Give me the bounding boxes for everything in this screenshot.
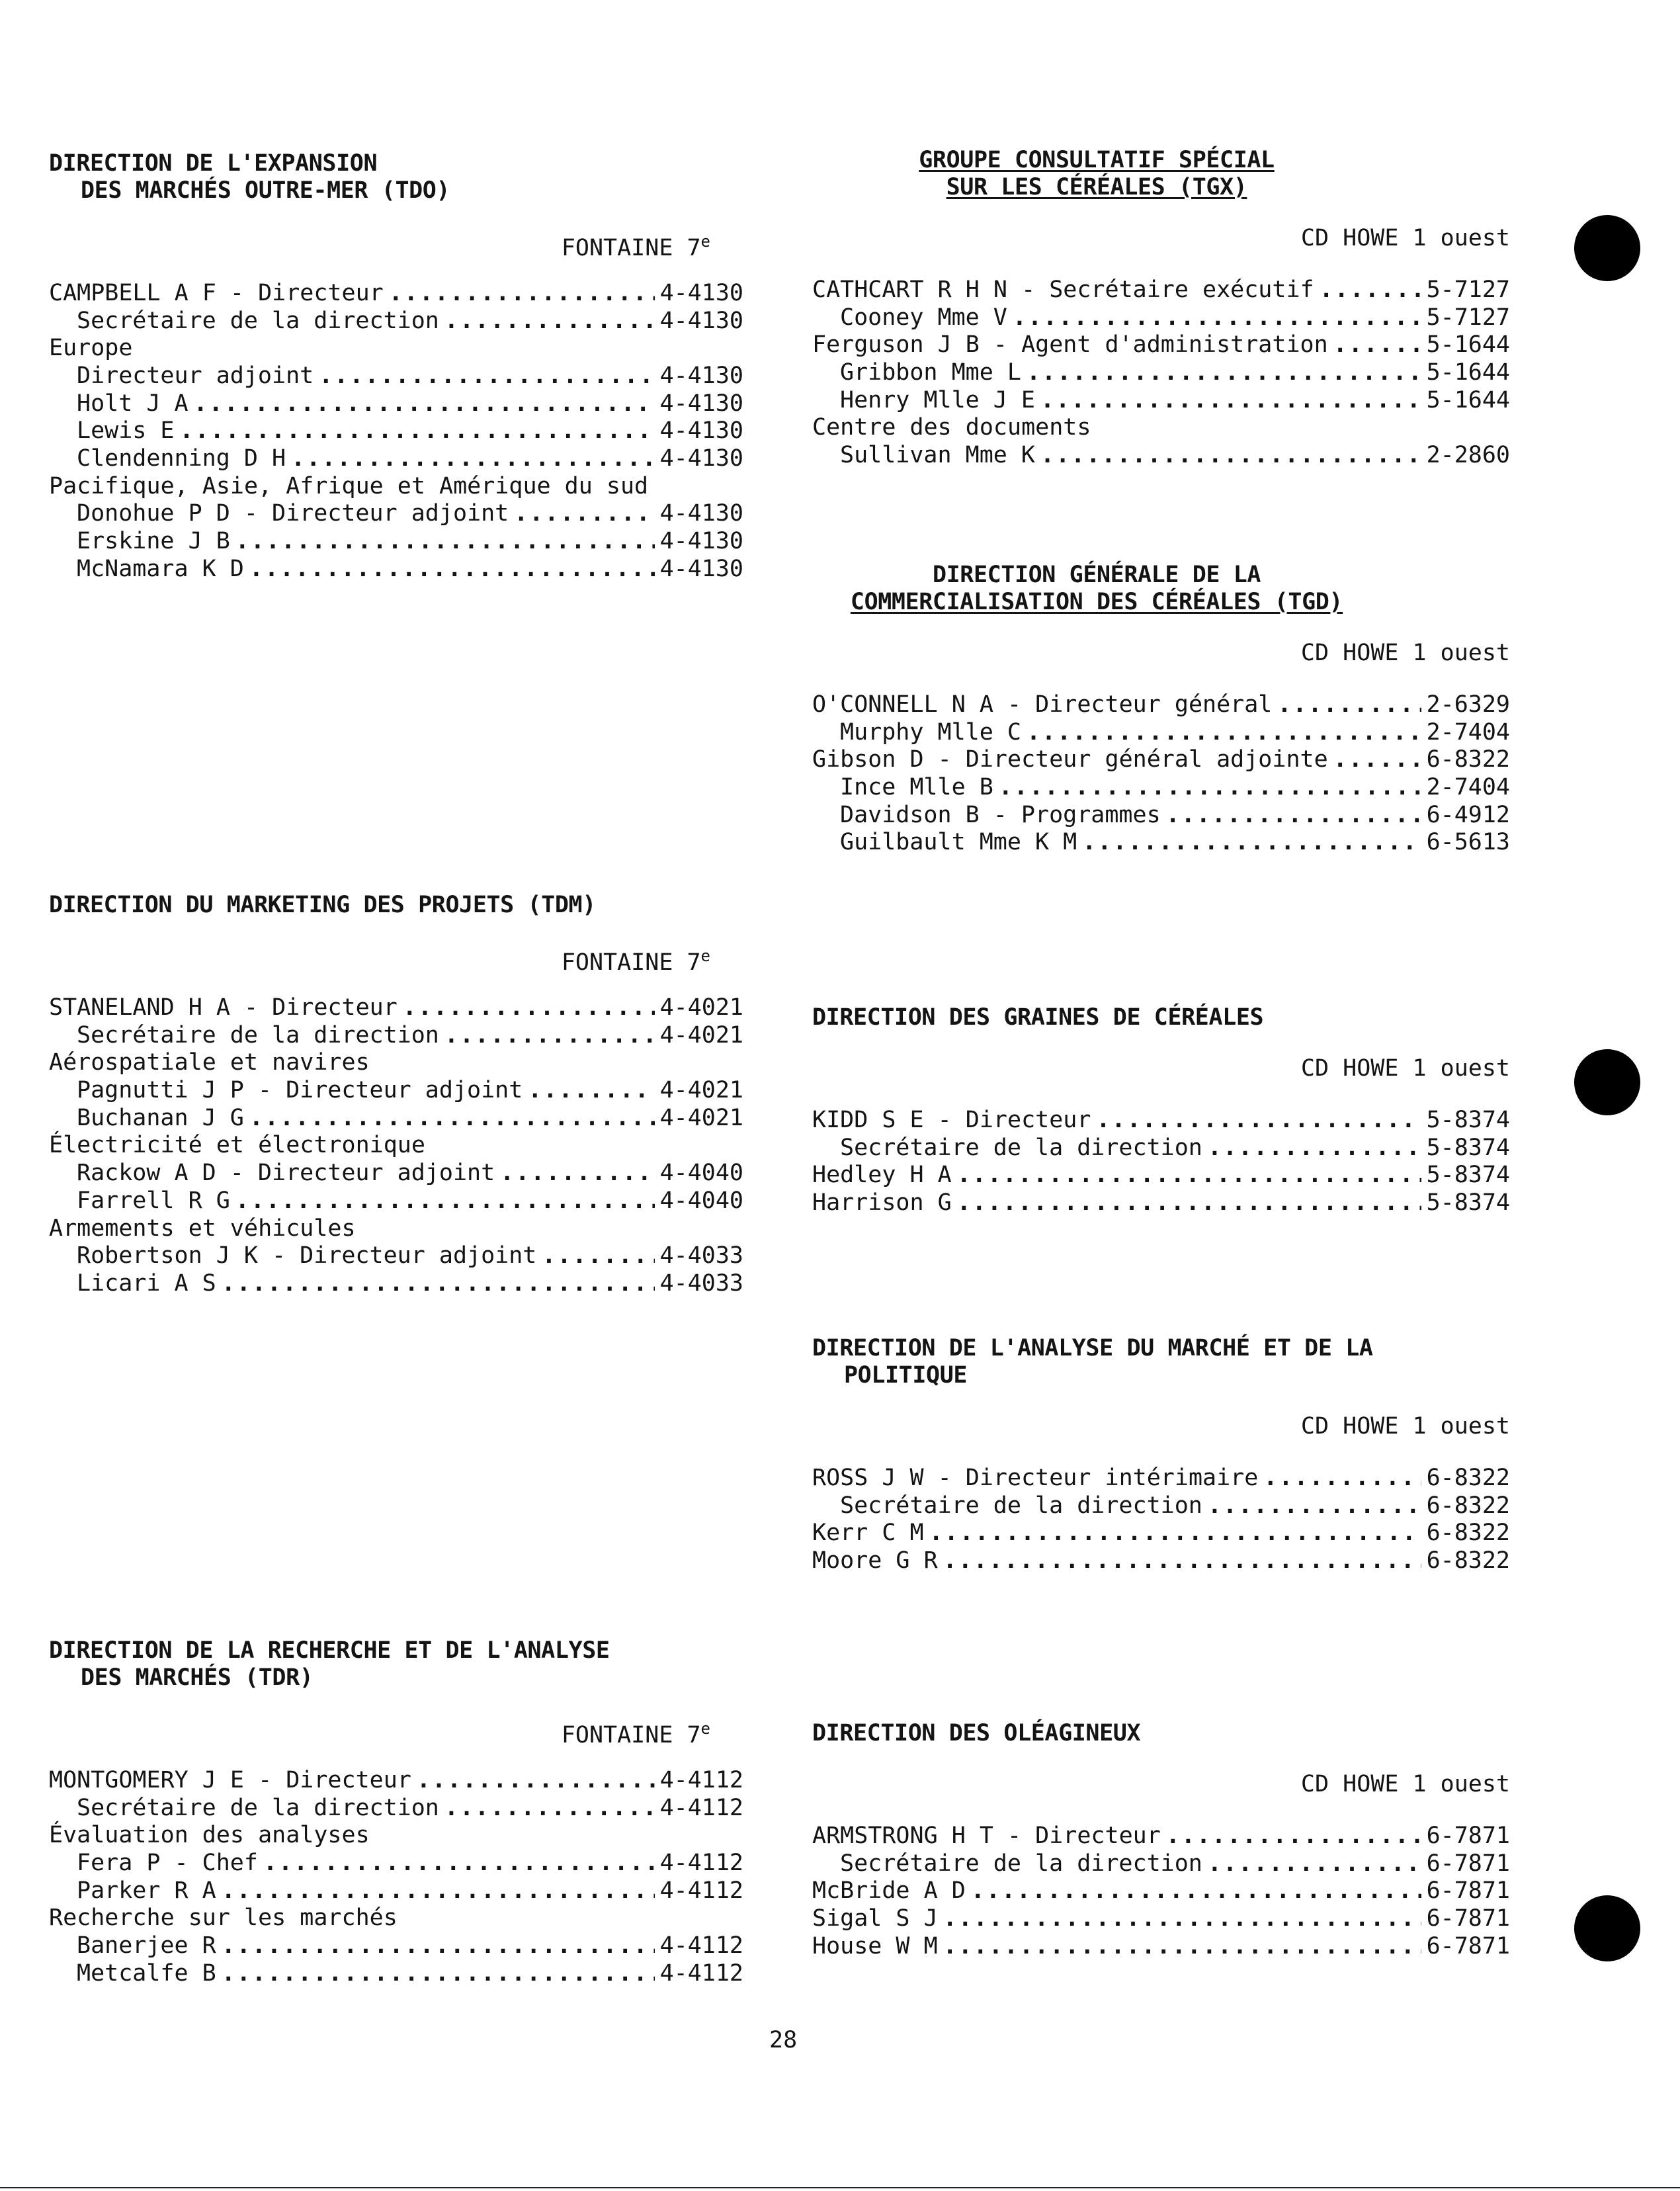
directory-entry (812, 1933, 1510, 1961)
entry-name: Guilbault Mme K M (840, 829, 1077, 856)
entry-extension: 4-4130 (659, 417, 743, 445)
directory-entry (49, 994, 743, 1022)
section-title: DIRECTION DU MARKETING DES PROJETS (TDM) (49, 892, 596, 918)
section-location: CD HOWE 1 ouest (1300, 225, 1510, 251)
section-tdo (49, 150, 743, 583)
entry-name: McNamara K D (77, 555, 244, 582)
entry-extension: 4-4040 (659, 1160, 743, 1187)
entry-extension: 4-4130 (659, 390, 743, 417)
entry-list (49, 994, 743, 1298)
entry-name: Metcalfe B (77, 1959, 216, 1987)
entry-extension: 2-2860 (1426, 442, 1510, 469)
dot-leader (1208, 1492, 1421, 1520)
entry-extension: 4-4112 (659, 1932, 743, 1959)
entry-extension: 2-7404 (1426, 774, 1510, 801)
dot-leader (943, 1933, 1421, 1961)
dot-leader (194, 390, 655, 418)
directory-entry (812, 1107, 1510, 1135)
entry-name: ARMSTRONG H T - Directeur (812, 1822, 1161, 1849)
entry-list (812, 1465, 1510, 1575)
subgroup-label: Armements et véhicules (49, 1215, 356, 1242)
section-title-continued: COMMERCIALISATION DES CÉRÉALES (TGD) (850, 589, 1343, 615)
dot-leader (222, 1877, 655, 1905)
dot-leader (1040, 442, 1421, 470)
entry-extension: 6-7871 (1426, 1850, 1510, 1877)
dot-leader (929, 1520, 1421, 1547)
directory-entry (812, 1520, 1510, 1547)
directory-entry (49, 390, 743, 418)
entry-list (812, 277, 1510, 470)
dot-leader (1208, 1135, 1421, 1162)
entry-name: Harrison G (812, 1189, 952, 1217)
entry-extension: 5-8374 (1426, 1162, 1510, 1189)
entry-extension: 6-8322 (1426, 746, 1510, 773)
dot-leader (249, 556, 655, 583)
entry-extension: 4-4130 (659, 555, 743, 582)
directory-entry (49, 1850, 743, 1877)
dot-leader (444, 308, 655, 335)
entry-name: Directeur adjoint (77, 363, 314, 390)
dot-leader (957, 1189, 1421, 1217)
dot-leader (1263, 1465, 1421, 1492)
directory-entry (812, 1905, 1510, 1933)
binder-hole-middle (1574, 1049, 1640, 1115)
dot-leader (1333, 746, 1421, 774)
directory-entry (812, 746, 1510, 774)
directory-entry (49, 1270, 743, 1298)
entry-name: Farrell R G (77, 1187, 230, 1214)
entry-extension: 4-4130 (659, 363, 743, 390)
entry-list (49, 1767, 743, 1988)
entry-name: Pagnutti J P - Directeur adjoint (77, 1077, 523, 1104)
entry-extension: 2-6329 (1426, 691, 1510, 718)
entry-extension: 4-4112 (659, 1877, 743, 1904)
entry-name: Ince Mlle B (840, 774, 993, 801)
entry-extension: 5-8374 (1426, 1189, 1510, 1217)
dot-leader (971, 1877, 1421, 1905)
subgroup-label: Pacifique, Asie, Afrique et Amérique du sud (49, 472, 649, 499)
dot-leader (249, 1105, 655, 1133)
dot-leader (319, 363, 654, 390)
entry-name: KIDD S E - Directeur (812, 1106, 1091, 1133)
directory-entry (49, 1105, 743, 1133)
directory-entry (812, 829, 1510, 857)
entry-name: O'CONNELL N A - Directeur général (812, 691, 1273, 718)
dot-leader (389, 280, 655, 308)
dot-leader (417, 1767, 655, 1795)
entry-name: House W M (812, 1932, 938, 1959)
dot-leader (1166, 802, 1421, 830)
section-tgx (812, 147, 1510, 470)
subgroup-label: Électricité et électronique (49, 1132, 425, 1159)
directory-entry (812, 691, 1510, 719)
entry-name: Ferguson J B - Agent d'administration (812, 331, 1328, 359)
entry-name: Donohue P D - Directeur adjoint (77, 500, 509, 527)
dot-leader (403, 994, 655, 1022)
entry-extension: 5-1644 (1426, 359, 1510, 386)
dot-leader (1082, 829, 1421, 857)
entry-name: CAMPBELL A F - Directeur (49, 279, 384, 306)
directory-entry (812, 331, 1510, 359)
entry-extension: 6-8322 (1426, 1547, 1510, 1574)
dot-leader (999, 774, 1421, 802)
entry-extension: 4-4021 (659, 1104, 743, 1131)
dot-leader (1027, 359, 1421, 387)
directory-entry (49, 1187, 743, 1215)
entry-name: Secrétaire de la direction (77, 1794, 439, 1821)
directory-entry (49, 1077, 743, 1105)
entry-name: Murphy Mlle C (840, 718, 1021, 746)
entry-name: Gribbon Mme L (840, 359, 1021, 386)
directory-entry (812, 277, 1510, 304)
directory-entry (812, 304, 1510, 332)
entry-name: Cooney Mme V (840, 304, 1007, 331)
entry-name: Secrétaire de la direction (840, 1850, 1202, 1877)
page-number: 28 (769, 2027, 798, 2053)
directory-entry (812, 802, 1510, 830)
dot-leader (1040, 387, 1421, 415)
dot-leader (444, 1795, 655, 1823)
entry-extension: 4-4021 (659, 1021, 743, 1049)
dot-leader (1277, 691, 1421, 719)
entry-name: Secrétaire de la direction (77, 1021, 439, 1049)
section-title: DIRECTION DE LA RECHERCHE ET DE L'ANALYSE (49, 1637, 610, 1664)
section-location: FONTAINE 7e (561, 232, 710, 261)
entry-name: Sigal S J (812, 1905, 938, 1932)
binder-hole-top (1574, 215, 1640, 281)
dot-leader (291, 445, 654, 473)
directory-entry (49, 501, 743, 529)
entry-name: Kerr C M (812, 1520, 924, 1547)
entry-extension: 6-4912 (1426, 801, 1510, 828)
entry-name: Fera P - Chef (77, 1850, 258, 1877)
entry-name: Henry Mlle J E (840, 386, 1036, 413)
directory-entry (49, 1022, 743, 1050)
dot-leader (235, 528, 655, 556)
entry-name: Robertson J K - Directeur adjoint (77, 1242, 537, 1269)
entry-extension: 2-7404 (1426, 718, 1510, 746)
section-title: DIRECTION DES OLÉAGINEUX (812, 1720, 1141, 1746)
subgroup-label: Aérospatiale et navires (49, 1049, 370, 1076)
entry-name: Secrétaire de la direction (77, 307, 439, 334)
section-title: GROUPE CONSULTATIF SPÉCIAL (919, 147, 1275, 173)
directory-entry (49, 1960, 743, 1988)
section-tgd (812, 562, 1510, 857)
binder-hole-bottom (1574, 1895, 1640, 1961)
directory-entry (812, 1547, 1510, 1575)
entry-extension: 5-8374 (1426, 1106, 1510, 1133)
entry-extension: 4-4112 (659, 1850, 743, 1877)
entry-extension: 6-8322 (1426, 1492, 1510, 1519)
dot-leader (180, 417, 655, 445)
section-title: DIRECTION DE L'EXPANSION (49, 150, 378, 177)
directory-entry (812, 442, 1510, 470)
entry-name: CATHCART R H N - Secrétaire exécutif (812, 276, 1314, 303)
dot-leader (528, 1077, 654, 1105)
entry-name: Buchanan J G (77, 1104, 244, 1131)
section-location: FONTAINE 7e (561, 1719, 710, 1748)
directory-entry (812, 387, 1510, 415)
entry-extension: 4-4130 (659, 500, 743, 527)
directory-entry (49, 1795, 743, 1823)
dot-leader (1166, 1823, 1421, 1850)
dot-leader (542, 1242, 654, 1270)
entry-extension: 4-4130 (659, 528, 743, 555)
entry-extension: 6-8322 (1426, 1464, 1510, 1491)
entry-extension: 4-4130 (659, 445, 743, 472)
entry-name: Licari A S (77, 1269, 216, 1297)
dot-leader (1333, 331, 1421, 359)
directory-entry (49, 445, 743, 473)
directory-entry (812, 1162, 1510, 1189)
dot-leader (1013, 304, 1421, 332)
section-title: DIRECTION DES GRAINES DE CÉRÉALES (812, 1004, 1264, 1031)
entry-name: Davidson B - Programmes (840, 801, 1161, 828)
entry-name: Clendenning D H (77, 445, 286, 472)
entry-extension: 6-7871 (1426, 1905, 1510, 1932)
entry-extension: 6-7871 (1426, 1822, 1510, 1849)
entry-name: Secrétaire de la direction (840, 1134, 1202, 1161)
dot-leader (222, 1932, 655, 1960)
directory-entry (812, 1877, 1510, 1905)
section-oleagineux (812, 1720, 1510, 1960)
entry-extension: 4-4130 (659, 307, 743, 334)
section-title-continued: POLITIQUE (844, 1362, 968, 1389)
dot-leader (444, 1022, 655, 1050)
entry-list (812, 691, 1510, 857)
entry-extension: 6-5613 (1426, 829, 1510, 856)
entry-name: Sullivan Mme K (840, 442, 1036, 469)
entry-extension: 5-1644 (1426, 331, 1510, 359)
section-location: FONTAINE 7e (561, 947, 710, 976)
directory-entry (812, 1492, 1510, 1520)
dot-leader (957, 1162, 1421, 1189)
subgroup-label: Évaluation des analyses (49, 1822, 370, 1849)
entry-name: MONTGOMERY J E - Directeur (49, 1766, 411, 1793)
entry-list (49, 280, 743, 583)
entry-name: Secrétaire de la direction (840, 1492, 1202, 1519)
directory-entry (49, 1767, 743, 1795)
dot-leader (943, 1547, 1421, 1575)
directory-entry (812, 1850, 1510, 1878)
entry-name: McBride A D (812, 1877, 966, 1905)
section-title-continued: DES MARCHÉS OUTRE-MER (TDO) (81, 177, 450, 204)
entry-name: Rackow A D - Directeur adjoint (77, 1160, 495, 1187)
entry-name: Hedley H A (812, 1162, 952, 1189)
directory-entry (49, 1877, 743, 1905)
entry-extension: 4-4040 (659, 1187, 743, 1214)
section-tdm (49, 892, 743, 1298)
directory-entry (49, 363, 743, 390)
subgroup-label: Europe (49, 335, 133, 362)
section-title-continued: DES MARCHÉS (TDR) (81, 1664, 314, 1691)
entry-name: Holt J A (77, 390, 189, 417)
entry-extension: 5-7127 (1426, 304, 1510, 331)
dot-leader (1320, 277, 1421, 304)
directory-entry (812, 1823, 1510, 1850)
directory-entry (49, 308, 743, 335)
entry-extension: 4-4033 (659, 1269, 743, 1297)
section-location: CD HOWE 1 ouest (1300, 1771, 1510, 1797)
entry-extension: 4-4112 (659, 1766, 743, 1793)
directory-entry (812, 719, 1510, 747)
entry-name: STANELAND H A - Directeur (49, 994, 398, 1021)
section-title: DIRECTION DE L'ANALYSE DU MARCHÉ ET DE LA (812, 1335, 1373, 1361)
section-title-continued: SUR LES CÉRÉALES (TGX) (946, 174, 1247, 200)
entry-list (812, 1107, 1510, 1217)
directory-entry (49, 528, 743, 556)
entry-extension: 4-4112 (659, 1794, 743, 1821)
dot-leader (1096, 1107, 1421, 1135)
directory-entry (812, 1465, 1510, 1492)
entry-extension: 4-4021 (659, 1077, 743, 1104)
section-title: DIRECTION GÉNÉRALE DE LA (932, 562, 1261, 588)
page-bottom-edge (0, 2187, 1680, 2188)
entry-extension: 4-4112 (659, 1959, 743, 1987)
directory-entry (49, 1242, 743, 1270)
entry-extension: 6-7871 (1426, 1932, 1510, 1959)
dot-leader (500, 1160, 654, 1187)
entry-name: Banerjee R (77, 1932, 216, 1959)
entry-extension: 5-8374 (1426, 1134, 1510, 1161)
entry-name: Erskine J B (77, 528, 230, 555)
directory-entry (812, 774, 1510, 802)
directory-entry (49, 1932, 743, 1960)
entry-name: Gibson D - Directeur général adjointe (812, 746, 1328, 773)
directory-entry (49, 556, 743, 583)
entry-extension: 4-4033 (659, 1242, 743, 1269)
entry-name: ROSS J W - Directeur intérimaire (812, 1464, 1259, 1491)
entry-extension: 6-8322 (1426, 1520, 1510, 1547)
section-location: CD HOWE 1 ouest (1300, 1413, 1510, 1439)
dot-leader (1208, 1850, 1421, 1878)
directory-entry (812, 359, 1510, 387)
dot-leader (222, 1960, 655, 1988)
directory-entry (812, 1189, 1510, 1217)
dot-leader (222, 1270, 655, 1298)
directory-entry (49, 280, 743, 308)
directory-entry (49, 417, 743, 445)
entry-extension: 5-1644 (1426, 386, 1510, 413)
directory-entry (49, 1160, 743, 1187)
section-graines (812, 1004, 1510, 1217)
dot-leader (943, 1905, 1421, 1933)
dot-leader (263, 1850, 655, 1877)
entry-list (812, 1823, 1510, 1960)
section-tdr (49, 1637, 743, 1988)
subgroup-label: Recherche sur les marchés (49, 1905, 398, 1932)
dot-leader (235, 1187, 655, 1215)
entry-extension: 4-4130 (659, 279, 743, 306)
dot-leader (1027, 719, 1421, 747)
section-analyse (812, 1335, 1510, 1575)
directory-entry (812, 1135, 1510, 1162)
section-location: CD HOWE 1 ouest (1300, 640, 1510, 666)
entry-extension: 5-7127 (1426, 276, 1510, 303)
dot-leader (514, 500, 654, 528)
entry-name: Parker R A (77, 1877, 216, 1904)
entry-name: Moore G R (812, 1547, 938, 1574)
entry-extension: 6-7871 (1426, 1877, 1510, 1905)
entry-name: Lewis E (77, 417, 175, 445)
subgroup-label: Centre des documents (812, 414, 1091, 441)
section-location: CD HOWE 1 ouest (1300, 1055, 1510, 1082)
entry-extension: 4-4021 (659, 994, 743, 1021)
